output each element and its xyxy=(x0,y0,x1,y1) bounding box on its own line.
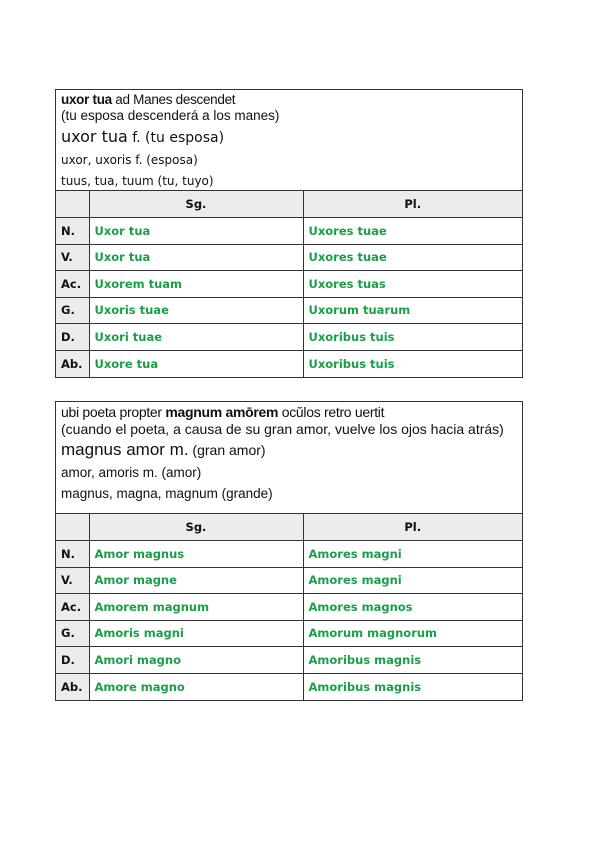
phrase-start: ubi poeta propter xyxy=(61,404,166,420)
lemma-main: uxor tua xyxy=(61,127,128,147)
column-header-plural: Pl. xyxy=(303,191,522,218)
phrase-highlight: uxor tua xyxy=(61,92,112,107)
lemma-gloss: f. (tu esposa) xyxy=(127,130,225,147)
case-label: Ab. xyxy=(56,673,89,700)
table-row xyxy=(56,541,522,568)
phrase-rest: ad Manes descendet xyxy=(111,92,236,107)
declension-block-uxor-tua xyxy=(55,89,523,378)
translation: (cuando el poeta, a causa de su gran amor, vuelve los ojos hacia atrás) xyxy=(61,420,504,437)
latin-phrase xyxy=(61,404,517,421)
plural-form: Uxorum tuarum xyxy=(303,297,522,324)
table-row xyxy=(56,620,522,647)
corner-cell xyxy=(56,191,89,218)
lemma-gloss: (gran amor) xyxy=(188,441,266,458)
case-label: Ab. xyxy=(56,350,89,377)
case-label: V. xyxy=(56,567,89,594)
case-label: D. xyxy=(56,647,89,674)
phrase-highlight: magnum amōrem xyxy=(165,404,279,420)
phrase-rest: ocŭlos retro uertit xyxy=(278,404,385,420)
column-header-plural: Pl. xyxy=(303,514,522,541)
table-header-row xyxy=(56,514,522,541)
plural-form: Amoribus magnis xyxy=(303,673,522,700)
case-label: V. xyxy=(56,244,89,271)
table-row xyxy=(56,218,522,245)
column-header-singular: Sg. xyxy=(89,514,303,541)
lemma xyxy=(61,440,517,460)
singular-form: Uxore tua xyxy=(89,350,303,377)
singular-form: Amoris magni xyxy=(89,620,303,647)
plural-form: Uxores tuae xyxy=(303,218,522,245)
case-label: G. xyxy=(56,620,89,647)
table-row xyxy=(56,647,522,674)
block-header xyxy=(56,402,522,514)
declension-table xyxy=(56,191,522,377)
plural-form: Amoribus magnis xyxy=(303,647,522,674)
singular-form: Uxori tuae xyxy=(89,324,303,351)
plural-form: Uxoribus tuis xyxy=(303,324,522,351)
table-row xyxy=(56,350,522,377)
case-label: N. xyxy=(56,541,89,568)
plural-form: Uxoribus tuis xyxy=(303,350,522,377)
column-header-singular: Sg. xyxy=(89,191,303,218)
translation: (tu esposa descenderá a los manes) xyxy=(61,108,280,124)
singular-form: Amor magnus xyxy=(89,541,303,568)
case-label: Ac. xyxy=(56,594,89,621)
table-row xyxy=(56,271,522,298)
singular-form: Uxor tua xyxy=(89,218,303,245)
case-label: D. xyxy=(56,324,89,351)
plural-form: Uxores tuae xyxy=(303,244,522,271)
singular-form: Amori magno xyxy=(89,647,303,674)
table-row xyxy=(56,673,522,700)
lemma xyxy=(61,127,517,147)
corner-cell xyxy=(56,514,89,541)
case-label: Ac. xyxy=(56,271,89,298)
case-label: N. xyxy=(56,218,89,245)
declension-table xyxy=(56,514,522,700)
plural-form: Amorum magnorum xyxy=(303,620,522,647)
singular-form: Uxorem tuam xyxy=(89,271,303,298)
block-header xyxy=(56,90,522,191)
latin-phrase xyxy=(61,92,517,108)
declension-block-magnus-amor xyxy=(55,401,523,701)
singular-form: Amore magno xyxy=(89,673,303,700)
table-row xyxy=(56,567,522,594)
table-row xyxy=(56,297,522,324)
table-row xyxy=(56,594,522,621)
case-label: G. xyxy=(56,297,89,324)
vocab-line-noun: uxor, uxoris f. (esposa) xyxy=(61,153,198,168)
vocab-line-adjective: magnus, magna, magnum (grande) xyxy=(61,486,273,502)
singular-form: Amorem magnum xyxy=(89,594,303,621)
plural-form: Amores magni xyxy=(303,567,522,594)
plural-form: Amores magni xyxy=(303,541,522,568)
table-header-row xyxy=(56,191,522,218)
table-row xyxy=(56,244,522,271)
singular-form: Amor magne xyxy=(89,567,303,594)
lemma-main: magnus amor m. xyxy=(61,439,189,459)
vocab-line-adjective: tuus, tua, tuum (tu, tuyo) xyxy=(61,173,214,188)
singular-form: Uxor tua xyxy=(89,244,303,271)
plural-form: Amores magnos xyxy=(303,594,522,621)
vocab-line-noun: amor, amoris m. (amor) xyxy=(61,464,202,480)
singular-form: Uxoris tuae xyxy=(89,297,303,324)
table-row xyxy=(56,324,522,351)
plural-form: Uxores tuas xyxy=(303,271,522,298)
